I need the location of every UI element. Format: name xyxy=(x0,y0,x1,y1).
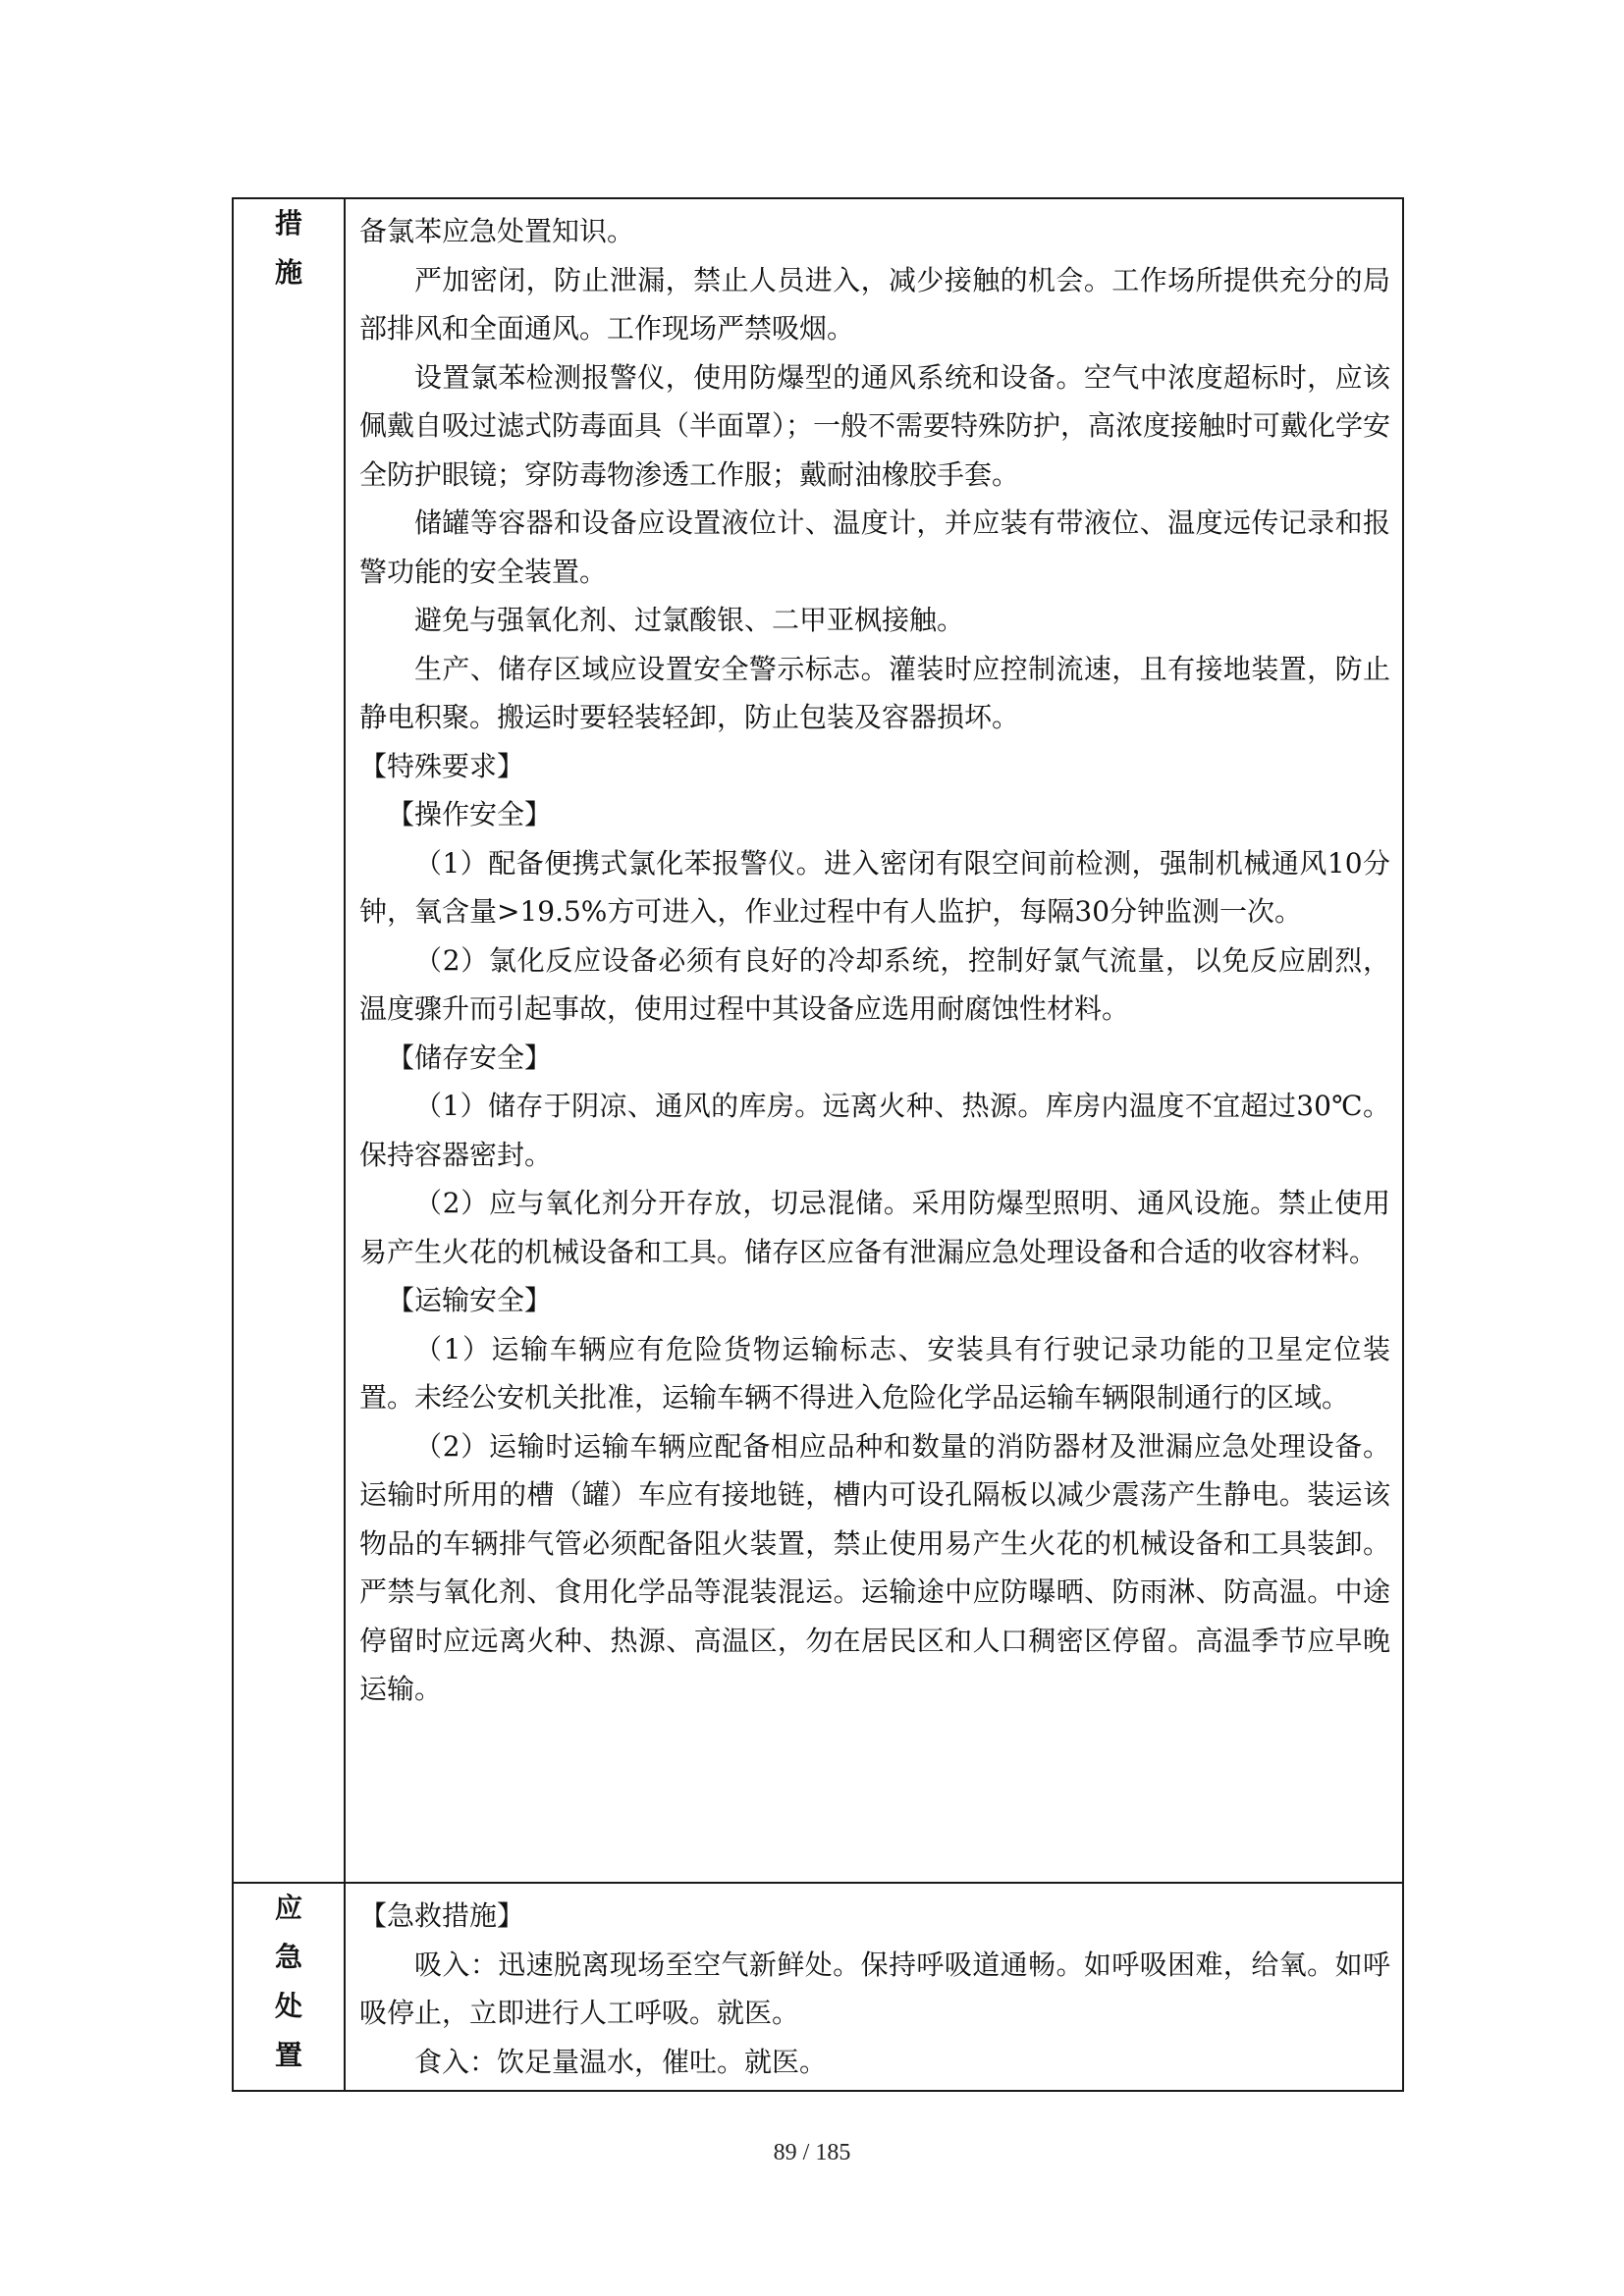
paragraph: （2）运输时运输车辆应配备相应品种和数量的消防器材及泄漏应急处理设备。运输时所用的槽（罐）车应有接地链，槽内可设孔隔板以减少震荡产生静电。装运该物品的车辆排气管必须配备阻火装置，禁止使用易产生火花的机械设备和工具装卸。严禁与氧化剂、食用化学品等混装混运。运输途中应防曝晒、防雨淋、防高温。中途停留时应远离火种、热源、高温区，勿在居民区和人口稠密区停留。高温季节应早晚运输。 xyxy=(359,1429,1390,1705)
paragraph: 设置氯苯检测报警仪，使用防爆型的通风系统和设备。空气中浓度超标时，应该佩戴自吸过滤式防毒面具（半面罩）；一般不需要特殊防护，高浓度接触时可戴化学安全防护眼镜；穿防毒物渗透工作服；戴耐油橡胶手套。 xyxy=(359,360,1391,491)
label-char: 措 xyxy=(274,207,302,240)
measures-content xyxy=(346,199,1402,1718)
emergency-content xyxy=(346,1884,1402,2090)
paragraph: 【储存安全】 xyxy=(387,1041,553,1074)
measures-table xyxy=(232,197,1404,2092)
paragraph: 食入：饮足量温水，催吐。就医。 xyxy=(414,2045,828,2078)
paragraph: 【特殊要求】 xyxy=(359,749,525,782)
label-char: 应 xyxy=(274,1892,302,1924)
paragraph: （1）配备便携式氯化苯报警仪。进入密闭有限空间前检测，强制机械通风10分钟，氧含量>19.5%方可进入，作业过程中有人监护，每隔30分钟监测一次。 xyxy=(359,846,1390,928)
table-row xyxy=(233,1883,1403,2091)
paragraph: （1）储存于阴凉、通风的库房。远离火种、热源。库房内温度不宜超过30℃。保持容器密封。 xyxy=(359,1090,1390,1171)
paragraph: （2）应与氧化剂分开存放，切忌混储。采用防爆型照明、通风设施。禁止使用易产生火花的机械设备和工具。储存区应备有泄漏应急处理设备和合适的收容材料。 xyxy=(359,1187,1390,1268)
paragraph: 生产、储存区域应设置安全警示标志。灌装时应控制流速，且有接地装置，防止静电积聚。搬运时要轻装轻卸，防止包装及容器损坏。 xyxy=(359,652,1390,733)
label-char: 置 xyxy=(274,2039,302,2071)
row-label-cell xyxy=(233,1883,345,2091)
page-number: 89 / 185 xyxy=(773,2140,851,2165)
label-char: 处 xyxy=(274,1990,302,2022)
paragraph: 备氯苯应急处置知识。 xyxy=(359,215,635,247)
row-label-measures xyxy=(234,199,344,297)
paragraph: 吸入：迅速脱离现场至空气新鲜处。保持呼吸道通畅。如呼吸困难，给氧。如呼吸停止，立即进行人工呼吸。就医。 xyxy=(359,1948,1390,2029)
row-label-cell xyxy=(233,198,345,1883)
paragraph: 【急救措施】 xyxy=(359,1899,525,1932)
row-label-emergency xyxy=(234,1884,344,2080)
label-char: 急 xyxy=(274,1941,302,1973)
row-content-cell xyxy=(345,198,1403,1883)
paragraph: 避免与强氧化剂、过氯酸银、二甲亚枫接触。 xyxy=(414,604,965,636)
paragraph: （1）运输车辆应有危险货物运输标志、安装具有行驶记录功能的卫星定位装置。未经公安机关批准，运输车辆不得进入危险化学品运输车辆限制通行的区域。 xyxy=(359,1332,1390,1414)
paragraph: 【操作安全】 xyxy=(387,798,553,830)
paragraph: 严加密闭，防止泄漏，禁止人员进入，减少接触的机会。工作场所提供充分的局部排风和全面通风。工作现场严禁吸烟。 xyxy=(359,263,1390,345)
table-row xyxy=(233,198,1403,1883)
paragraph: 【运输安全】 xyxy=(387,1284,553,1316)
paragraph: （2）氯化反应设备必须有良好的冷却系统，控制好氯气流量，以免反应剧烈，温度骤升而引起事故，使用过程中其设备应选用耐腐蚀性材料。 xyxy=(359,943,1390,1025)
paragraph: 储罐等容器和设备应设置液位计、温度计，并应装有带液位、温度远传记录和报警功能的安全装置。 xyxy=(359,507,1390,588)
row-content-cell xyxy=(345,1883,1403,2091)
label-char: 施 xyxy=(274,256,302,289)
